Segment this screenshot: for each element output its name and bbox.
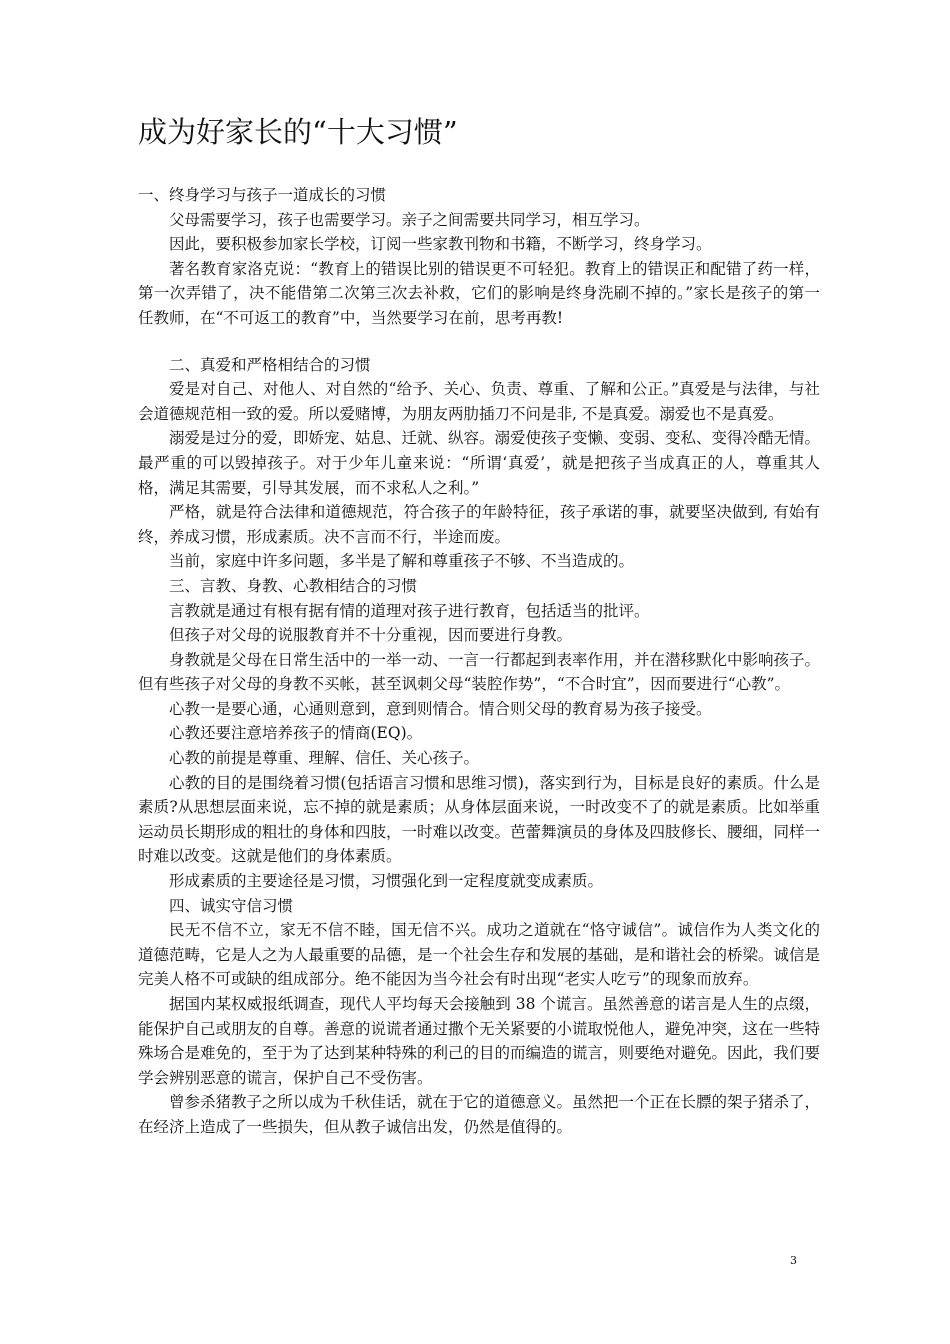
paragraph: 溺爱是过分的爱，即娇宠、姑息、迁就、纵容。溺爱使孩子变懒、变弱、变私、变得冷酷无情。最严重的可以毁掉孩子。对于少年儿童来说：“所谓‘真爱’，就是把孩子当成真正的人，尊重其人格，满足其需要，引导其发展，而不求私人之利。” xyxy=(138,429,821,497)
paragraph: 因此，要积极参加家长学校，订阅一些家教刊物和书籍，不断学习，终身学习。 xyxy=(169,235,712,254)
paragraph: 当前，家庭中许多问题，多半是了解和尊重孩子不够、不当造成的。 xyxy=(169,552,635,571)
paragraph: 严格，就是符合法律和道德规范，符合孩子的年龄特征，孩子承诺的事，就要坚决做到, 有始有终，养成习惯，形成素质。决不言而不行，半途而废。 xyxy=(138,503,820,546)
paragraph: 言教就是通过有根有据有情的道理对孩子进行教育，包括适当的批评。 xyxy=(169,601,650,620)
paragraph-gap xyxy=(138,331,820,353)
document-body xyxy=(138,183,820,1140)
paragraph: 著名教育家洛克说：“教育上的错误比别的错误更不可轻犯。教育上的错误正和配错了药一样，第一次弄错了，决不能借第二次第三次去补救，它们的影响是终身洗刷不掉的。”家长是孩子的第一任教师，在“不可返工的教育”中，当然要学习在前，思考再教! xyxy=(138,259,820,327)
paragraph: 曾参杀猪教子之所以成为千秋佳话，就在于它的道德意义。虽然把一个正在长膘的架子猪杀了，在经济上造成了一些损失，但从教子诚信出发，仍然是值得的。 xyxy=(138,1093,821,1136)
section-heading-4: 四、诚实守信习惯 xyxy=(169,896,294,915)
section-heading-2: 二、真爱和严格相结合的习惯 xyxy=(169,355,371,374)
paragraph: 心教还要注意培养孩子的情商(EQ)。 xyxy=(169,724,423,743)
paragraph: 形成素质的主要途径是习惯，习惯强化到一定程度就变成素质。 xyxy=(169,872,604,891)
paragraph: 民无不信不立，家无不信不睦，国无信不兴。成功之道就在“恪守诚信”。诚信作为人类文化的道德范畴，它是人之为人最重要的品德，是一个社会生存和发展的基础，是和谐社会的桥梁。诚信是完美人格不可或缺的组成部分。绝不能因为当今社会有时出现“老实人吃亏”的现象而放弃。 xyxy=(138,921,821,989)
paragraph: 父母需要学习，孩子也需要学习。亲子之间需要共同学习，相互学习。 xyxy=(169,210,650,229)
paragraph: 心教的目的是围绕着习惯(包括语言习惯和思维习惯)，落实到行为，目标是良好的素质。什么是素质?从思想层面来说，忘不掉的就是素质；从身体层面来说，一时改变不了的就是素质。比如举重运动员长期形成的粗壮的身体和四肢，一时难以改变。芭蕾舞演员的身体及四肢修长、腰细，同样一时难以改变。这就是他们的身体素质。 xyxy=(138,773,821,866)
paragraph: 心教的前提是尊重、理解、信任、关心孩子。 xyxy=(169,749,480,768)
paragraph: 心教一是要心通，心通则意到，意到则情合。情合则父母的教育易为孩子接受。 xyxy=(169,699,712,718)
paragraph: 据国内某权威报纸调查，现代人平均每天会接触到 38 个谎言。虽然善意的诺言是人生的点缀，能保护自己或朋友的自尊。善意的说谎者通过撒个无关紧要的小谎取悦他人，避免冲突，这在一些特殊场合是难免的，至于为了达到某种特殊的利己的目的而编造的谎言，则要绝对避免。因此，我们要学会辨别恶意的谎言，保护自己不受伤害。 xyxy=(138,995,821,1087)
paragraph: 爱是对自己、对他人、对自然的“给予、关心、负责、尊重、了解和公正。”真爱是与法律，与社会道德规范相一致的爱。所以爱赌博，为朋友两肋插刀不问是非, 不是真爱。溺爱也不是真爱。 xyxy=(138,380,820,423)
section-heading-3: 三、言教、身教、心教相结合的习惯 xyxy=(169,576,418,595)
section-heading-1: 一、终身学习与孩子一道成长的习惯 xyxy=(138,186,387,204)
document-title: 成为好家长的“十大习惯” xyxy=(138,115,458,149)
paragraph: 身教就是父母在日常生活中的一举一动、一言一行都起到表率作用，并在潜移默化中影响孩子。但有些孩子对父母的身教不买帐，甚至讽刺父母“装腔作势”，“不合时宜”，因而要进行“心教”。 xyxy=(138,650,821,694)
page-number: 3 xyxy=(790,1254,797,1267)
paragraph: 但孩子对父母的说服教育并不十分重视，因而要进行身教。 xyxy=(169,626,573,645)
